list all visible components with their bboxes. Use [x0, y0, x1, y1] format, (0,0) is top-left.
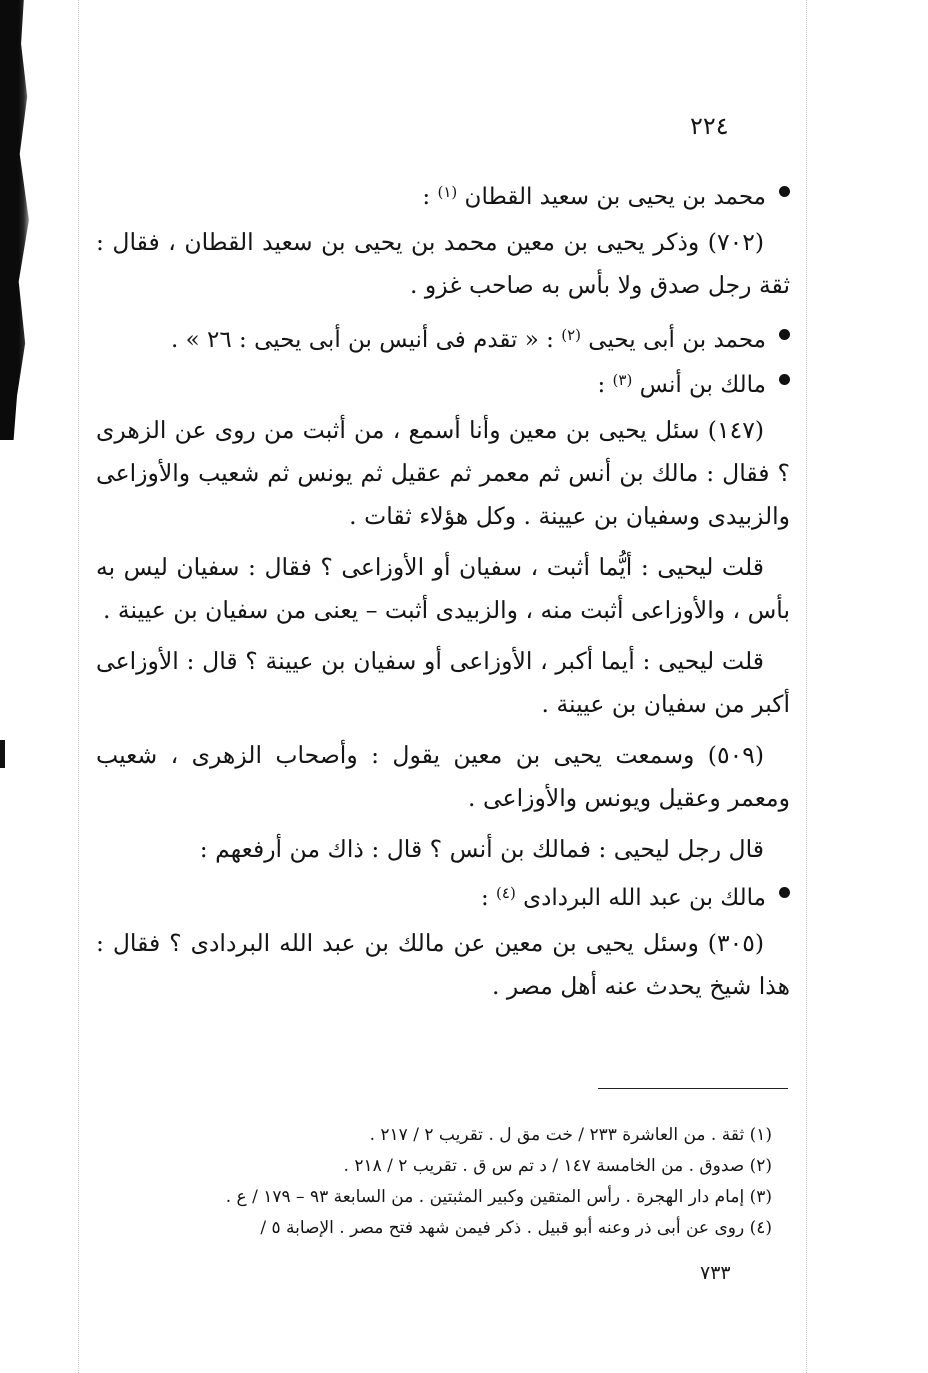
footnote-4: (٤) روى عن أبى ذر وعنه أبو قبيل . ذكر فيمن شهد فتح مصر . الإصابة ٥ / — [260, 1218, 772, 1238]
footnote-3: (٣) إمام دار الهجرة . رأس المتقين وكبير المثبتين . من السابعة ٩٣ – ١٧٩ / ع . — [225, 1187, 772, 1207]
heading-text: مالك بن أنس — [639, 372, 766, 398]
paragraph-question-akbar: قلت ليحيى : أيما أكبر ، الأوزاعى أو سفيان بن عيينة ؟ قال : الأوزاعى أكبر من سفيان بن عيينة . — [96, 647, 790, 718]
paragraph-702: (٧٠٢) وذكر يحيى بن معين محمد بن يحيى بن سعيد القطان ، فقال : ثقة رجل صدق ولا بأس به صاحب غزو . — [96, 228, 790, 299]
footnote-ref: (٢) — [561, 326, 581, 344]
heading-text: مالك بن عبد الله البردادى — [523, 885, 766, 911]
footnote-2: (٢) صدوق . من الخامسة ١٤٧ / د تم س ق . تقريب ٢ / ٢١٨ . — [343, 1156, 772, 1176]
paragraph-malik-question: قال رجل ليحيى : فمالك بن أنس ؟ قال : ذاك من أرفعهم : — [199, 835, 764, 863]
footnote-ref: (١) — [437, 183, 458, 201]
bullet-icon — [779, 329, 790, 340]
footnote-ref: (٤) — [496, 884, 516, 902]
heading-text: محمد بن أبى يحيى — [588, 327, 766, 353]
paragraph-509: (٥٠٩) وسمعت يحيى بن معين يقول : وأصحاب الزهرى ، شعيب ومعمر وعقيل ويونس والأوزاعى . — [96, 741, 790, 812]
footnote-separator — [598, 1088, 788, 1089]
heading-tail: : — [422, 184, 438, 210]
heading-muhammad-ibn-yahya — [96, 172, 790, 217]
heading-text: محمد بن يحيى بن سعيد القطان — [464, 184, 766, 210]
heading-malik-ibn-abdullah — [96, 873, 790, 918]
footnotes — [96, 1120, 772, 1244]
footnote-1: (١) ثقة . من العاشرة ٢٣٣ / خت مق ل . تقريب ٢ / ٢١٧ . — [369, 1125, 772, 1145]
bullet-icon — [779, 186, 790, 197]
scan-mark — [0, 740, 5, 768]
paragraph-147: (١٤٧) سئل يحيى بن معين وأنا أسمع ، من أثبت من روى عن الزهرى ؟ فقال : مالك بن أنس ثم معمر ثم عقيل ثم يونس ثم شعيب والأوزاعى والزبيدى وسفيان بن عيينة . وكل هؤلاء ثقات . — [96, 416, 790, 530]
heading-tail: : — [597, 372, 613, 398]
paragraph-305: (٣٠٥) وسئل يحيى بن معين عن مالك بن عبد الله البردادى ؟ فقال : هذا شيخ يحدث عنه أهل مصر . — [96, 929, 790, 1000]
paragraph-question-athbat: قلت ليحيى : أيُّما أثبت ، سفيان أو الأوزاعى ؟ فقال : سفيان ليس به بأس ، والأوزاعى أثبت منه ، والزبيدى أثبت – يعنى من سفيان بن عيينة . — [96, 553, 790, 624]
page-number-top: ٢٢٤ — [690, 112, 729, 140]
scan-dotted-line-right — [806, 0, 808, 1373]
bullet-icon — [779, 887, 790, 898]
heading-malik-ibn-anas — [96, 360, 790, 405]
footnote-ref: (٣) — [612, 371, 633, 389]
page-number-bottom: ٧٣٣ — [700, 1262, 731, 1284]
scan-shadow-edge — [0, 0, 34, 440]
heading-tail: : « تقدم فى أنيس بن أبى يحيى : ٢٦ » . — [170, 327, 562, 353]
bullet-icon — [779, 374, 790, 385]
scan-dotted-line-left — [78, 0, 80, 1373]
heading-muhammad-ibn-abi-yahya — [96, 315, 790, 360]
main-text — [96, 172, 790, 1016]
heading-tail: : — [480, 885, 497, 911]
